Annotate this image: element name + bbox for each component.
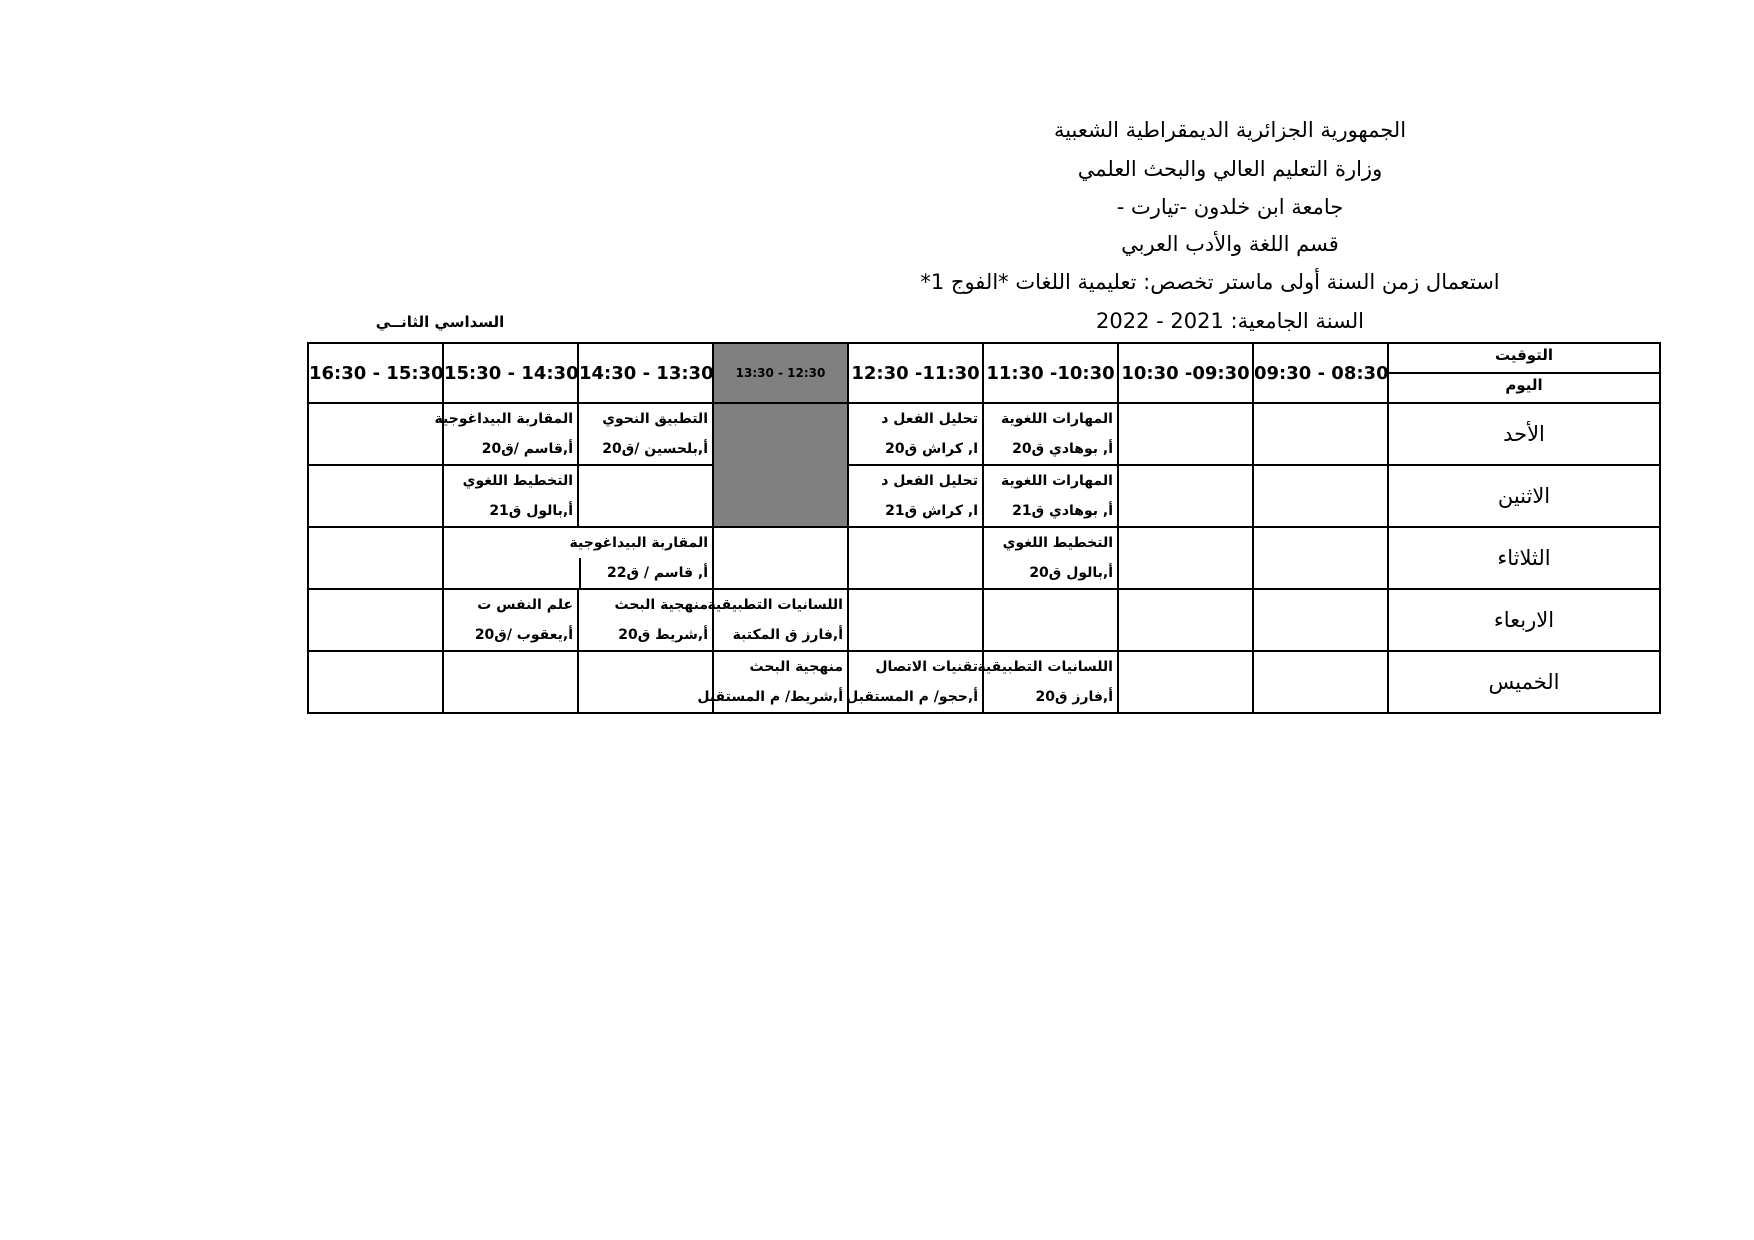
course-info: أ,بالول ق21: [489, 503, 573, 519]
course-info: أ,فارز ق المكتبة: [732, 627, 843, 643]
course-info: أ,شريط ق20: [618, 627, 708, 643]
day-thursday: الخميس: [1388, 651, 1660, 713]
cell-wed-1530: [308, 589, 443, 651]
corner-header: [1388, 343, 1660, 403]
timetable: [307, 342, 1661, 714]
time-slot-0930: 10:30 -09:30: [1118, 343, 1253, 403]
lunch-break: [713, 403, 848, 527]
cell-mon-0830: [1253, 465, 1388, 527]
course-info: أ, بوهادي ق20: [1012, 441, 1113, 457]
course-name: منهجية البحث: [749, 659, 843, 675]
course-name: المقاربة البيداغوجية: [434, 411, 573, 427]
cell-tue-1030: [983, 527, 1118, 589]
cell-thu-1130: [848, 651, 983, 713]
course-name: التخطيط اللغوي: [1002, 535, 1113, 551]
course-info: أ,حجو/ م المستقبل: [846, 689, 978, 705]
course-info: أ,قاسم /ق20: [481, 441, 573, 457]
row-tuesday: [308, 527, 1660, 589]
course-info: ا, كراش ق20: [885, 441, 978, 457]
course-name: تقنيات الاتصال: [875, 659, 978, 675]
day-sunday: الأحد: [1388, 403, 1660, 465]
cell-thu-1530: [308, 651, 443, 713]
course-info: أ,يعقوب /ق20: [474, 627, 573, 643]
day-header: اليوم: [1505, 376, 1543, 394]
cell-mon-0930: [1118, 465, 1253, 527]
header-ministry: وزارة التعليم العالي والبحث العلمي: [1077, 157, 1383, 181]
cell-thu-1430: [443, 651, 578, 713]
cell-thu-0830: [1253, 651, 1388, 713]
cell-wed-0930: [1118, 589, 1253, 651]
day-monday: الاثنين: [1388, 465, 1660, 527]
course-name: تحليل الفعل د: [881, 473, 978, 489]
schedule-title: استعمال زمن السنة أولى ماستر تخصص: تعليمية اللغات *الفوج 1*: [920, 270, 1500, 294]
course-name: منهجية البحث: [614, 597, 708, 613]
cell-wed-1030: [983, 589, 1118, 651]
course-info: أ,بالول ق20: [1029, 565, 1113, 581]
cell-tue-1330: [443, 527, 713, 589]
course-info: أ, بوهادي ق21: [1012, 503, 1113, 519]
course-info: أ,بلحسين /ق20: [602, 441, 708, 457]
cell-thu-1330: [578, 651, 713, 713]
row-monday: [308, 465, 1660, 527]
semester-label: السداسي الثانــي: [375, 313, 505, 331]
cell-mon-1330: [578, 465, 713, 527]
day-tuesday: الثلاثاء: [1388, 527, 1660, 589]
cell-sun-1530: [308, 403, 443, 465]
cell-thu-1230: [697, 651, 848, 713]
time-slot-1130: 12:30 -11:30: [848, 343, 983, 403]
cell-tue-1230: [713, 527, 848, 589]
cell-sun-0930: [1118, 403, 1253, 465]
cell-tue-0830: [1253, 527, 1388, 589]
cell-mon-1430: [443, 465, 578, 527]
cell-mon-1130: [848, 465, 983, 527]
header-department: قسم اللغة والأدب العربي: [1121, 232, 1339, 256]
header-row: [308, 343, 1660, 403]
row-sunday: [308, 403, 1660, 465]
course-name: علم النفس ت: [477, 597, 573, 613]
time-slot-0830: 09:30 - 08:30: [1253, 343, 1388, 403]
course-name: اللسانيات التطبيقية: [977, 659, 1113, 675]
course-info: ا, كراش ق21: [885, 503, 978, 519]
time-slot-1430: 15:30 - 14:30: [443, 343, 578, 403]
cell-wed-0830: [1253, 589, 1388, 651]
course-info: أ,شريط/ م المستقبل: [697, 689, 843, 705]
course-name: اللسانيات التطبيقية: [707, 597, 843, 613]
cell-wed-1230: [707, 589, 848, 651]
row-thursday: [308, 651, 1660, 713]
course-info: أ, قاسم / ق22: [579, 558, 712, 588]
header-republic: الجمهورية الجزائرية الديمقراطية الشعبية: [1053, 118, 1407, 142]
time-header: التوقيت: [1389, 346, 1659, 374]
row-wednesday: [308, 589, 1660, 651]
day-wednesday: الاربعاء: [1388, 589, 1660, 651]
cell-sun-1430: [434, 403, 578, 465]
cell-tue-0930: [1118, 527, 1253, 589]
course-name: التطبيق النحوي: [602, 411, 708, 427]
cell-thu-0930: [1118, 651, 1253, 713]
cell-sun-1330: [578, 403, 713, 465]
cell-wed-1330: [578, 589, 713, 651]
time-slot-1030: 11:30 -10:30: [983, 343, 1118, 403]
course-name: المقاربة البيداغوجية: [569, 535, 708, 551]
course-name: المهارات اللغوية: [1001, 411, 1113, 427]
course-name: المهارات اللغوية: [1001, 473, 1113, 489]
course-info: أ,فارز ق20: [1035, 689, 1113, 705]
cell-mon-1030: [983, 465, 1118, 527]
time-slot-1530: 16:30 - 15:30: [308, 343, 443, 403]
academic-year: السنة الجامعية: 2021 - 2022: [1096, 309, 1364, 333]
cell-tue-1530: [308, 527, 443, 589]
cell-tue-1130: [848, 527, 983, 589]
time-slot-break: 13:30 - 12:30: [713, 343, 848, 403]
cell-sun-1030: [983, 403, 1118, 465]
cell-sun-1130: [848, 403, 983, 465]
header-university: جامعة ابن خلدون -تيارت -: [1116, 195, 1344, 219]
course-name: تحليل الفعل د: [881, 411, 978, 427]
cell-thu-1030: [977, 651, 1118, 713]
cell-mon-1530: [308, 465, 443, 527]
cell-sun-0830: [1253, 403, 1388, 465]
cell-wed-1130: [848, 589, 983, 651]
cell-wed-1430: [443, 589, 578, 651]
time-slot-1330: 14:30 - 13:30: [578, 343, 713, 403]
course-name: التخطيط اللغوي: [462, 473, 573, 489]
